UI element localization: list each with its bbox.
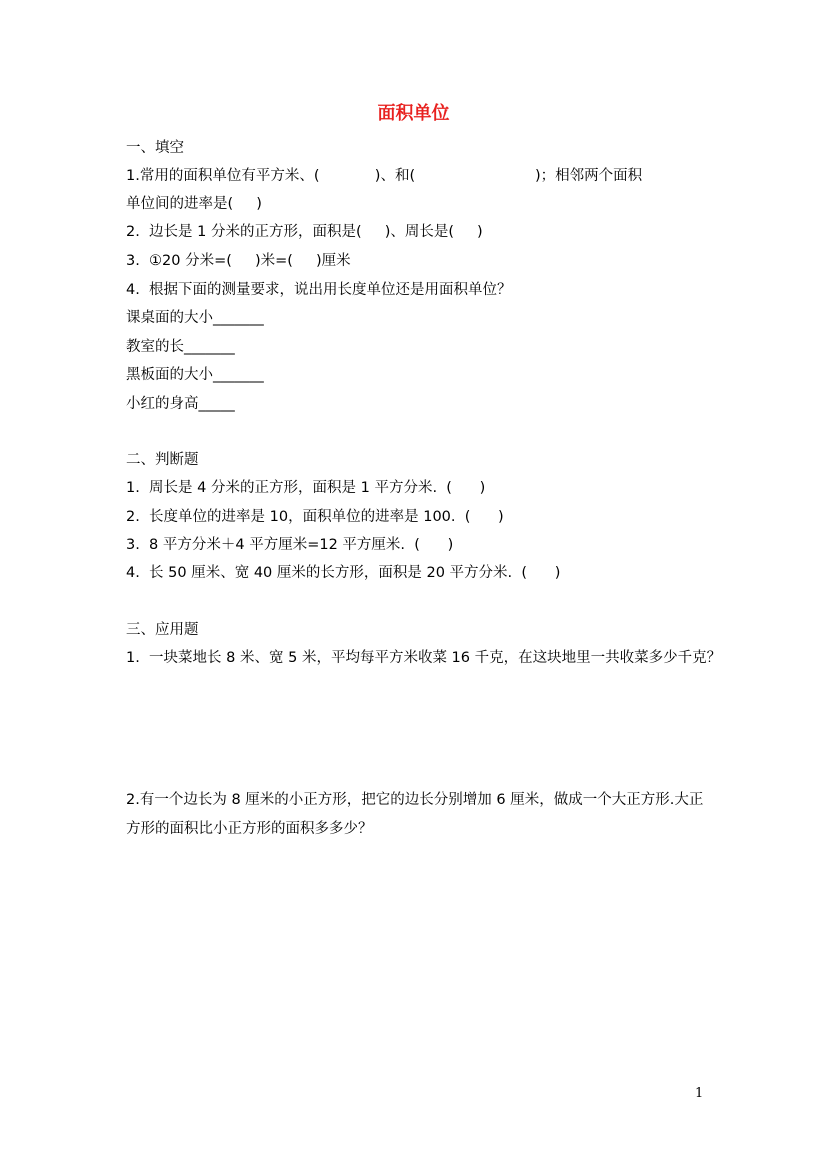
question-1-4-item-b: 教室的长_______ (126, 339, 235, 355)
section-2-heading: 二、判断题 (126, 452, 199, 468)
question-1-3: 3. ①20 分米=( )米=( )厘米 (126, 253, 351, 269)
question-1-4-item-a: 课桌面的大小_______ (126, 310, 264, 326)
question-1-1-line-2: 单位间的进率是( ) (126, 196, 262, 212)
question-1-2: 2. 边长是 1 分米的正方形，面积是( )、周长是( ) (126, 224, 483, 240)
section-3-heading: 三、应用题 (126, 622, 199, 638)
section-1-heading: 一、填空 (126, 140, 184, 156)
question-2-1: 1. 周长是 4 分米的正方形，面积是 1 平方分米. ( ) (126, 480, 486, 496)
question-1-4-item-d: 小红的身高_____ (126, 396, 235, 412)
question-3-2-line-1: 2.有一个边长为 8 厘米的小正方形，把它的边长分别增加 6 厘米，做成一个大正方形.大正 (126, 792, 704, 808)
document-title: 面积单位 (377, 103, 450, 124)
question-1-1-line-1: 1.常用的面积单位有平方米、( )、和( )；相邻两个面积 (126, 168, 643, 184)
page-number: 1 (695, 1086, 704, 1101)
question-1-4: 4. 根据下面的测量要求，说出用长度单位还是用面积单位？ (126, 282, 512, 298)
question-2-3: 3. 8 平方分米＋4 平方厘米=12 平方厘米. ( ) (126, 537, 454, 553)
question-2-4: 4. 长 50 厘米、宽 40 厘米的长方形，面积是 20 平方分米. ( ) (126, 565, 561, 581)
question-3-2-line-2: 方形的面积比小正方形的面积多多少？ (126, 821, 373, 837)
question-2-2: 2. 长度单位的进率是 10，面积单位的进率是 100. ( ) (126, 509, 504, 525)
question-3-1: 1. 一块菜地长 8 米、宽 5 米，平均每平方米收菜 16 千克，在这块地里一共收菜多少千克？ (126, 650, 722, 666)
question-1-4-item-c: 黑板面的大小_______ (126, 367, 264, 383)
